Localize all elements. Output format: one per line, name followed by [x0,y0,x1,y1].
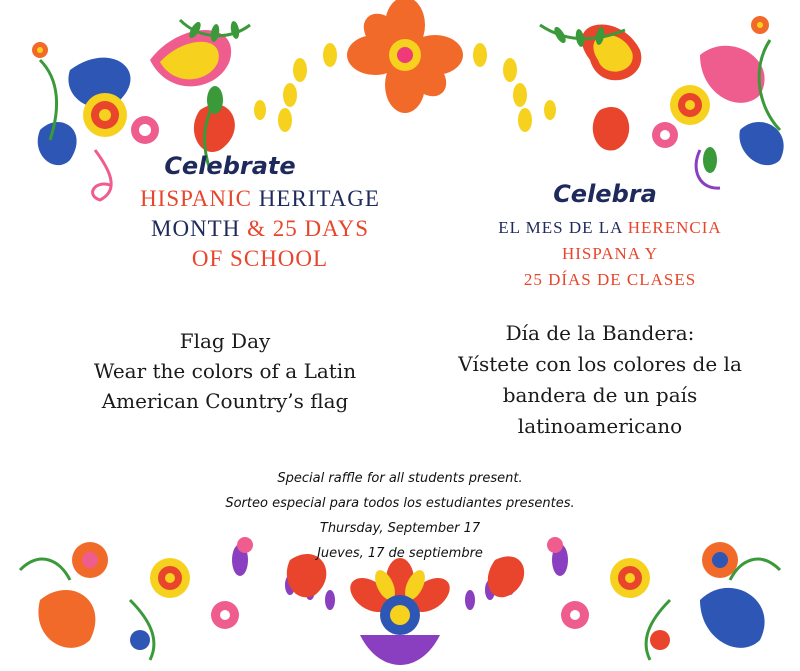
raffle-spanish: Sorteo especial para todos los estudiantes presentes. [225,496,575,511]
spanish-celebrate-heading: Celebra [553,180,657,208]
spanish-event-line2: Vístete con los colores de la [458,352,742,376]
flower-icon [83,93,127,137]
flower-icon [211,601,239,629]
spanish-title-part3: HISPANA Y [561,244,659,263]
sun-flower-icon [344,558,456,665]
spanish-event-line3: bandera de un país [502,383,698,407]
english-event [25,326,425,416]
raffle-english: Special raffle for all students present. [277,471,523,486]
spanish-title-part2: HERENCIA [627,218,722,237]
english-title-school: OF SCHOOL [191,246,329,271]
spanish-event-line4: latinoamericano [517,414,683,438]
english-celebrate-heading: Celebrate [164,152,296,180]
spanish-title-part4: 25 DÍAS DE CLASES [523,270,697,289]
spanish-title-part1: EL MES DE LA [498,218,623,237]
english-event-line2: Wear the colors of a Latin [93,359,357,383]
english-section [100,152,420,272]
flower-icon [72,542,108,578]
flower-icon [561,601,589,629]
flower-icon [347,0,463,113]
date-english: Thursday, September 17 [319,521,481,536]
spanish-section [440,180,780,290]
raffle-notice [180,466,620,566]
english-event-line1: Flag Day [179,329,271,353]
english-title-month: MONTH [151,216,241,241]
flower-icon [131,116,159,144]
flower-icon [652,122,678,148]
flower-icon [751,16,769,34]
english-title-days: & 25 DAYS [247,216,369,241]
spanish-event [420,318,780,442]
flower-icon [32,42,48,58]
english-event-line3: American Country’s flag [101,389,349,413]
flower-icon [670,85,710,125]
english-title-heritage: HERITAGE [258,186,380,211]
date-spanish: Jueves, 17 de septiembre [317,546,483,561]
spanish-event-line1: Día de la Bandera: [505,321,695,345]
english-title-hispanic: HISPANIC [140,186,253,211]
